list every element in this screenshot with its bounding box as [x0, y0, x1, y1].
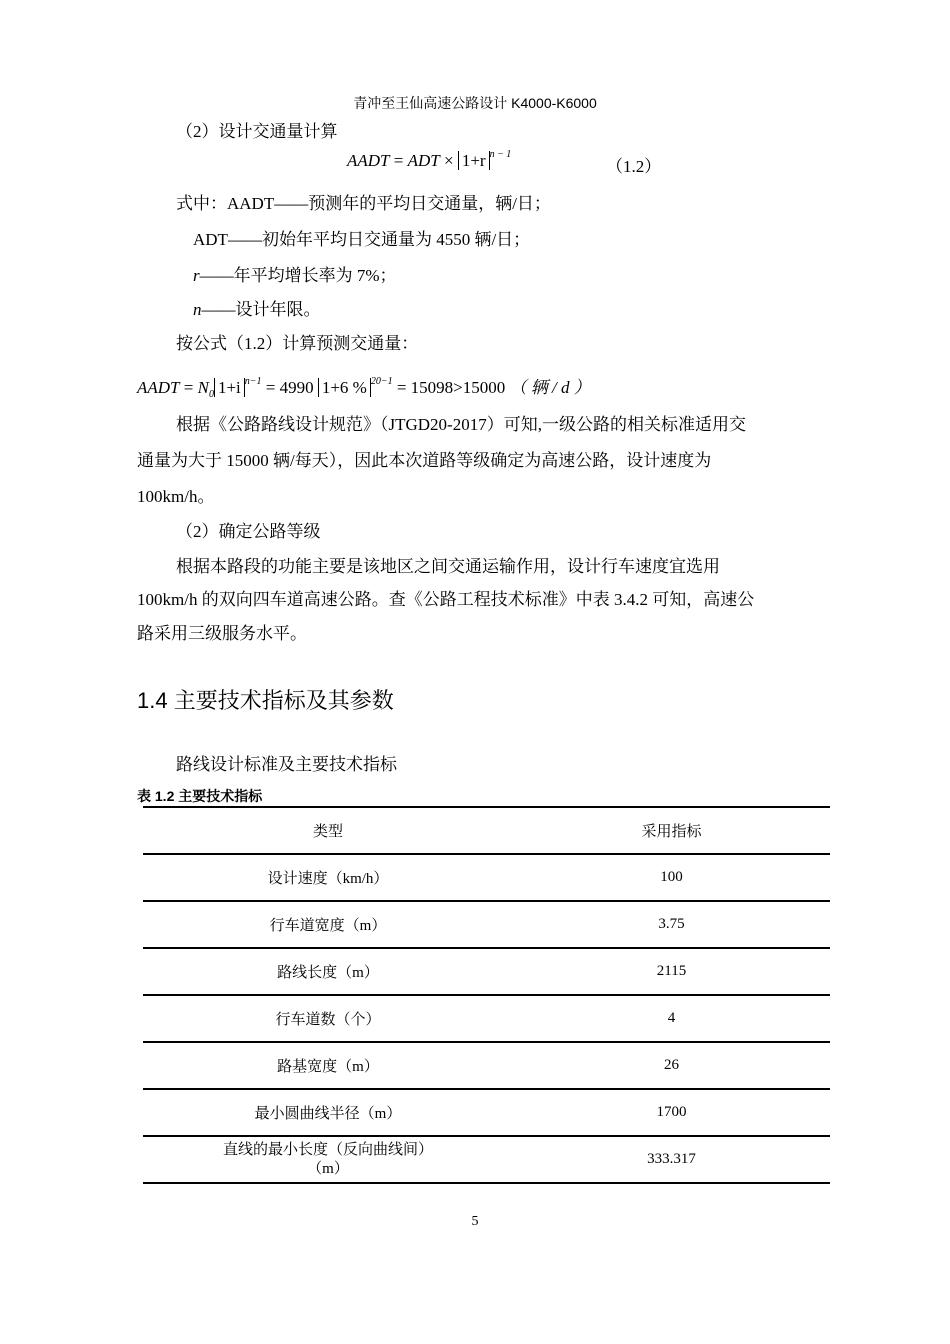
table-caption: 表 1.2 主要技术指标 — [137, 788, 263, 804]
table-cell-value: 3.75 — [513, 901, 830, 948]
formula-inner: 1+r — [458, 151, 490, 170]
subheading: 路线设计标准及主要技术指标 — [176, 755, 397, 774]
formula-adt: ADT — [407, 151, 440, 170]
calc-inner1: 1+i — [214, 378, 245, 397]
table-cell-type: 路基宽度（m） — [143, 1042, 513, 1089]
calc-eq3: = 15098>15000 — [392, 378, 510, 397]
formula-exponent: n − 1 — [489, 149, 512, 160]
calc-eq1: = — [179, 378, 198, 397]
formula-lhs: AADT — [347, 151, 390, 170]
table-cell-value: 1700 — [513, 1089, 830, 1136]
para1-line3: 100km/h。 — [137, 487, 215, 506]
section-title-traffic: （2）设计交通量计算 — [176, 122, 338, 141]
tech-index-table — [143, 806, 830, 1184]
definition-n-text: ——设计年限。 — [201, 300, 321, 319]
section-title-grade: （2）确定公路等级 — [176, 522, 321, 541]
table-cell-type-line1: 直线的最小长度（反向曲线间） — [222, 1141, 433, 1158]
calc-n0: N — [197, 378, 209, 397]
table-cell-type-line2: （m） — [307, 1160, 349, 1177]
table-header-row — [143, 807, 830, 854]
definition-adt: ADT——初始年平均日交通量为 4550 辆/日； — [193, 230, 531, 249]
calc-exp1: n−1 — [244, 376, 262, 387]
table-cell-type — [143, 1136, 513, 1183]
definition-aadt: 式中：AADT——预测年的平均日交通量，辆/日； — [176, 194, 551, 213]
table-row — [143, 995, 830, 1042]
table-row — [143, 901, 830, 948]
table-row — [143, 948, 830, 995]
table-cell-value: 4 — [513, 995, 830, 1042]
para1-line1: 根据《公路路线设计规范》（JTGD20-2017）可知,一级公路的相关标准适用交 — [176, 415, 746, 434]
var-r: r — [193, 266, 200, 285]
page-header: 青冲至王仙高速公路设计 K4000-K6000 — [353, 95, 597, 111]
para2-line3: 路采用三级服务水平。 — [137, 624, 307, 643]
definition-n — [193, 295, 321, 320]
formula-aadt — [347, 151, 511, 171]
table-cell-type: 行车道数（个） — [143, 995, 513, 1042]
table-header-type: 类型 — [143, 807, 513, 854]
table-cell-type: 行车道宽度（m） — [143, 901, 513, 948]
table-cell-value: 2115 — [513, 948, 830, 995]
para2-line1: 根据本路段的功能主要是该地区之间交通运输作用，设计行车速度宜选用 — [176, 557, 720, 576]
table-cell-type: 最小圆曲线半径（m） — [143, 1089, 513, 1136]
table-cell-value: 26 — [513, 1042, 830, 1089]
table-cell-type: 设计速度（km/h） — [143, 854, 513, 901]
definition-r — [193, 261, 397, 286]
table-cell-value: 100 — [513, 854, 830, 901]
para1-line2: 通量为大于 15000 辆/每天），因此本次道路等级确定为高速公路，设计速度为 — [137, 451, 712, 470]
calc-unit: （ 辆 / d ） — [509, 378, 591, 397]
calc-inner2: 1+6 % — [318, 378, 371, 397]
var-n: n — [193, 300, 202, 319]
page-number: 5 — [471, 1214, 479, 1229]
formula-times: × — [439, 151, 458, 170]
section-heading: 1.4 主要技术指标及其参数 — [137, 688, 394, 713]
table-header-value: 采用指标 — [513, 807, 830, 854]
formula-label: （1.2） — [606, 157, 662, 176]
formula-eq: = — [389, 151, 408, 170]
table-cell-type: 路线长度（m） — [143, 948, 513, 995]
table-row — [143, 854, 830, 901]
table-row — [143, 1136, 830, 1183]
calc-eq2: = 4990 — [261, 378, 318, 397]
para2-line2: 100km/h 的双向四车道高速公路。查《公路工程技术标准》中表 3.4.2 可知，高速公 — [137, 590, 755, 609]
calc-intro: 按公式（1.2）计算预测交通量： — [176, 334, 419, 353]
table-cell-value: 333.317 — [513, 1136, 830, 1183]
calc-lhs: AADT — [137, 378, 180, 397]
definition-r-text: ——年平均增长率为 7%； — [199, 266, 397, 285]
formula-calculation — [137, 373, 591, 398]
table-row — [143, 1042, 830, 1089]
calc-n0-sub: 0 — [208, 389, 214, 400]
calc-exp2: 20−1 — [370, 376, 393, 387]
table-row — [143, 1089, 830, 1136]
